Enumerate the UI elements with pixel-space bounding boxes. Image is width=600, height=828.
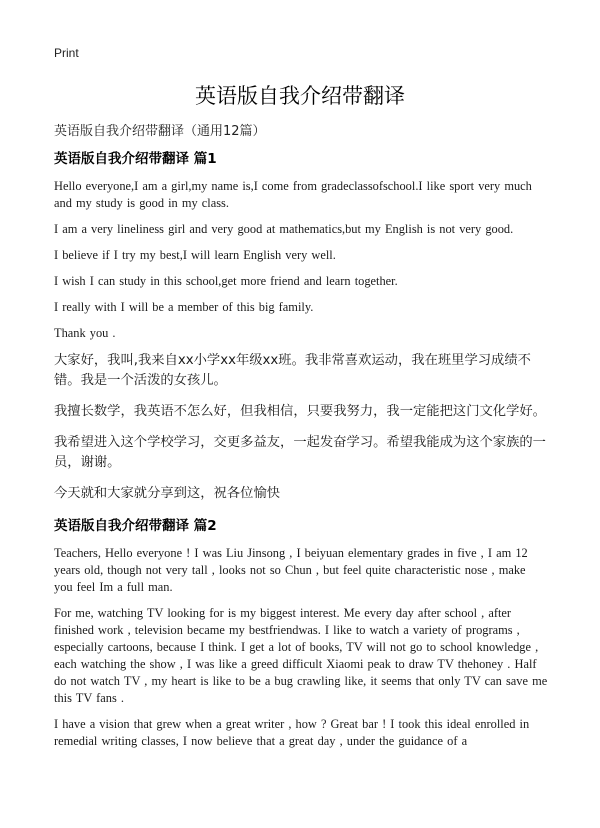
paragraph: Teachers, Hello everyone ! I was Liu Jinsong , I beiyuan elementary grades in five , I am 12 years old, though not very tall , looks not so Chun , but feel quite characteristic nose , make you feel Im a full man. [54,546,528,594]
paragraph-chinese: 我擅长数学，我英语不怎么好，但我相信，只要我努力，我一定能把这门文化学好。 [54,404,546,419]
paragraph: I wish I can study in this school,get more friend and learn together. [54,274,398,288]
paragraph-chinese: 今天就和大家就分享到这，祝各位愉快 [54,486,281,501]
paragraph: For me, watching TV looking for is my biggest interest. Me every day after school , after finished work , television became my bestfriendwas. I like to watch a variety of programs , especially cartoons, because I think. I get a lot of books, TV will not go to school knowledge , each watching the show , I was like a greed difficult Xiaomi peak to draw TV thehoney . Half do not watch TV , my heart is like to be a bug crawling like, it seems that only TV can save me this TV fans . [54,606,548,705]
section-heading: 英语版自我介绍带翻译 篇1 [54,151,217,167]
paragraph: I believe if I try my best,I will learn English very well. [54,248,336,262]
paragraph: I am a very lineliness girl and very good at mathematics,but my English is not very good. [54,222,514,236]
paragraph-chinese: 大家好，我叫,我来自xx小学xx年级xx班。我非常喜欢运动，我在班里学习成绩不错。我是一个活泼的女孩儿。 [54,353,531,388]
paragraph: I have a vision that grew when a great writer , how ? Great bar ! I took this ideal enrolled in remedial writing classes, I now believe that a great day , under the guidance of a [54,717,530,748]
print-label: Print [54,46,79,60]
document-body [54,148,548,759]
document-title: 英语版自我介绍带翻译 [195,84,405,108]
paragraph: Hello everyone,I am a girl,my name is,I come from gradeclassofschool.I like sport very much and my study is good in my class. [54,179,532,210]
paragraph-chinese: 我希望进入这个学校学习，交更多益友，一起发奋学习。希望我能成为这个家族的一员，谢谢。 [54,435,546,470]
document-subtitle: 英语版自我介绍带翻译（通用12篇） [54,124,266,139]
section-heading: 英语版自我介绍带翻译 篇2 [54,518,217,534]
section-1 [54,148,548,504]
paragraph: I really with I will be a member of this big family. [54,300,314,314]
section-2 [54,515,548,750]
paragraph: Thank you . [54,326,116,340]
